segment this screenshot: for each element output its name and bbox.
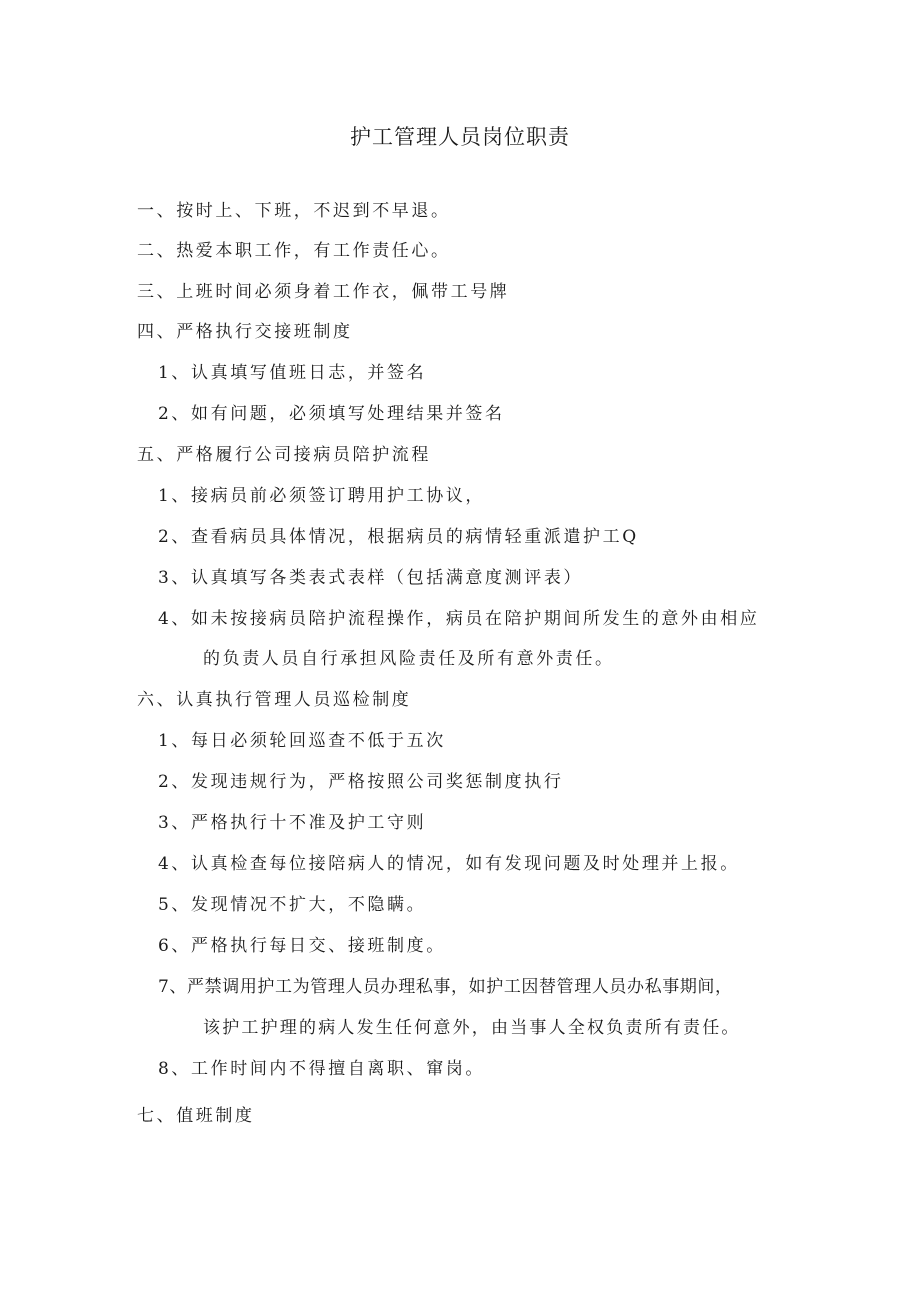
section-4-item-2: 2、如有问题，必须填写处理结果并签名 — [158, 404, 505, 424]
section-5-item-4-continuation: 的负责人员自行承担风险责任及所有意外责任。 — [203, 649, 615, 669]
section-6-item-6: 6、严格执行每日交、接班制度。 — [158, 936, 446, 956]
section-5-item-2: 2、查看病员具体情况，根据病员的病情轻重派遣护工Q — [158, 527, 639, 547]
section-6-item-2: 2、发现违规行为，严格按照公司奖惩制度执行 — [158, 772, 564, 792]
section-6-item-3: 3、严格执行十不准及护工守则 — [158, 813, 427, 833]
section-5-heading: 五、严格履行公司接病员陪护流程 — [137, 445, 431, 465]
section-1: 一、按时上、下班，不迟到不早退。 — [137, 201, 451, 221]
section-7-heading: 七、值班制度 — [137, 1106, 255, 1126]
section-5-item-3: 3、认真填写各类表式表样（包括满意度测评表） — [158, 568, 584, 588]
section-4-heading: 四、严格执行交接班制度 — [137, 322, 353, 342]
section-6-item-1: 1、每日必须轮回巡查不低于五次 — [158, 731, 446, 751]
section-6-item-7-continuation: 该护工护理的病人发生任何意外，由当事人全权负责所有责任。 — [203, 1018, 741, 1038]
section-6-item-4: 4、认真检查每位接陪病人的情况，如有发现问题及时处理并上报。 — [158, 854, 740, 874]
section-6-heading: 六、认真执行管理人员巡检制度 — [137, 690, 412, 710]
section-6-item-7: 7、严禁调用护工为管理人员办理私事，如护工因替管理人员办私事期间， — [158, 977, 733, 997]
section-6-item-8: 8、工作时间内不得擅自离职、窜岗。 — [158, 1059, 486, 1079]
section-5-item-1: 1、接病员前必须签订聘用护工协议， — [158, 486, 486, 506]
section-4-item-1: 1、认真填写值班日志，并签名 — [158, 363, 427, 383]
section-2: 二、热爱本职工作，有工作责任心。 — [137, 241, 451, 261]
section-3: 三、上班时间必须身着工作衣，佩带工号牌 — [137, 282, 510, 302]
section-5-item-4: 4、如未按接病员陪护流程操作，病员在陪护期间所发生的意外由相应 — [158, 609, 760, 629]
page-title: 护工管理人员岗位职责 — [350, 125, 570, 149]
section-6-item-5: 5、发现情况不扩大，不隐瞒。 — [158, 895, 427, 915]
